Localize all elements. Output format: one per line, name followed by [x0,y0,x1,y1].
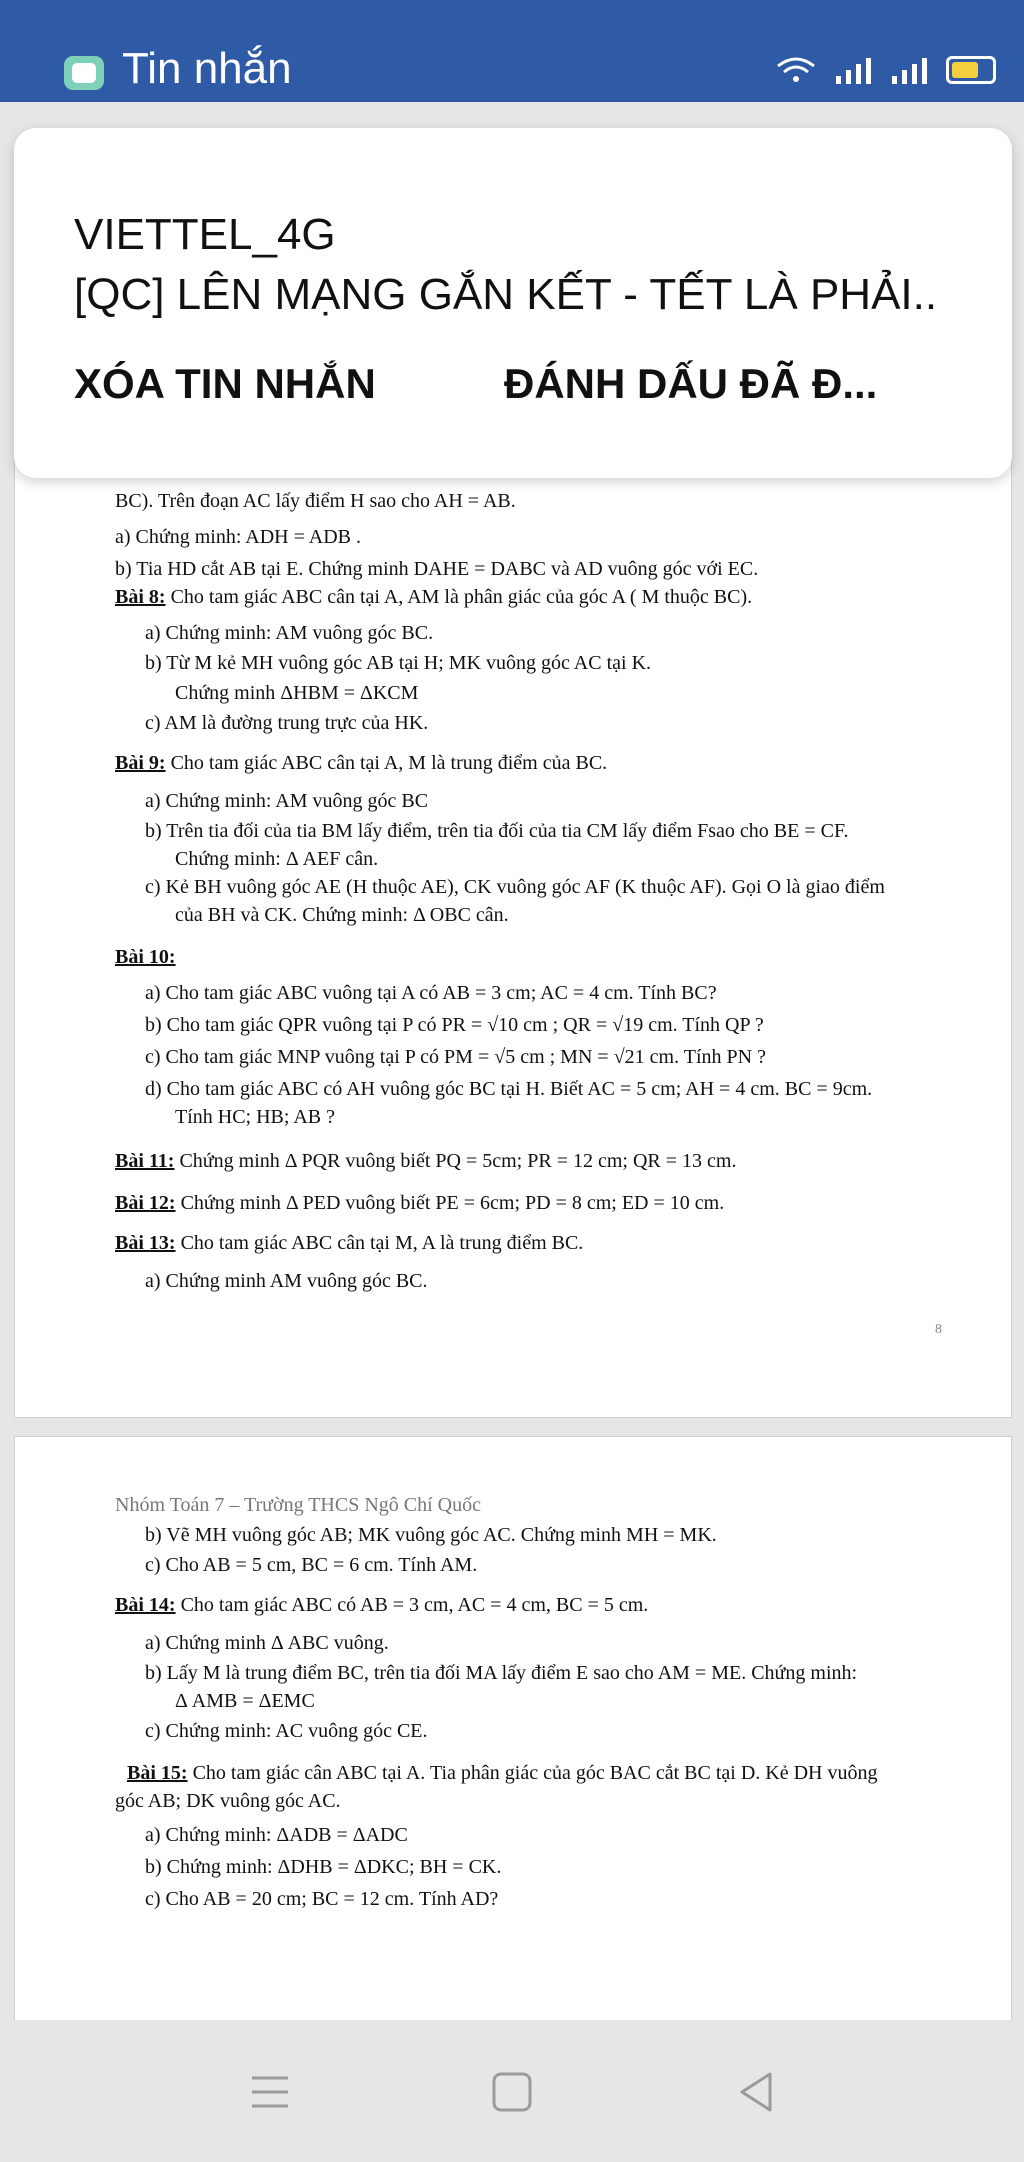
exercise-heading: Bài 9: [115,752,166,774]
document-line: góc AB; DK vuông góc AC. [115,1790,341,1812]
document-line: c) Kẻ BH vuông góc AE (H thuộc AE), CK vuông góc AF (K thuộc AF). Gọi O là giao điểm [145,876,885,898]
signal-icon [834,54,874,86]
wifi-icon [774,54,818,86]
exercise-heading: Bài 13: [115,1232,176,1254]
document-line: Chứng minh ΔHBM = ΔKCM [175,682,419,704]
document-line: b) Từ M kẻ MH vuông góc AB tại H; MK vuông góc AC tại K. [145,652,652,674]
document-line: a) Chứng minh: AM vuông góc BC. [145,622,434,644]
status-bar [0,0,1024,102]
document-line: a) Cho tam giác ABC vuông tại A có AB = 3 cm; AC = 4 cm. Tính BC? [145,982,717,1004]
document-line: b) Cho tam giác QPR vuông tại P có PR = √10 cm ; QR = √19 cm. Tính QP ? [145,1014,764,1036]
document-line: b) Tia HD cắt AB tại E. Chứng minh DAHE = DABC và AD vuông góc với EC. [115,558,759,580]
status-icons [774,52,996,88]
document-line: d) Cho tam giác ABC có AH vuông góc BC tại H. Biết AC = 5 cm; AH = 4 cm. BC = 9cm. [145,1078,873,1100]
document-line: BC). Trên đoạn AC lấy điểm H sao cho AH = AB. [115,490,516,512]
signal-icon [890,54,930,86]
document-line: Chứng minh Δ PQR vuông biết PQ = 5cm; PR = 12 cm; QR = 13 cm. [179,1150,737,1172]
document-line: Cho tam giác ABC cân tại M, A là trung điểm BC. [180,1232,584,1254]
exercise-heading: Bài 15: [127,1762,188,1784]
document-line: Cho tam giác ABC có AB = 3 cm, AC = 4 cm, BC = 5 cm. [180,1594,649,1616]
exercise-heading: Bài 8: [115,586,166,608]
app-title: Tin nhắn [122,44,292,93]
delete-message-button[interactable]: XÓA TIN NHẮN [74,360,376,407]
document-line: c) AM là đường trung trực của HK. [145,712,429,734]
document-line: a) Chứng minh AM vuông góc BC. [145,1270,428,1292]
battery-icon [946,56,996,84]
exercise-heading: Bài 10: [115,946,176,968]
document-line: b) Chứng minh: ΔDHB = ΔDKC; BH = CK. [145,1856,502,1878]
document-line: c) Cho tam giác MNP vuông tại P có PM = √5 cm ; MN = √21 cm. Tính PN ? [145,1046,766,1068]
messages-app-icon [64,56,104,90]
document-line: a) Chứng minh: AM vuông góc BC [145,790,429,812]
document-line: b) Lấy M là trung điểm BC, trên tia đối MA lấy điểm E sao cho AM = ME. Chứng minh: [145,1662,858,1684]
navigation-bar [0,2020,1024,2162]
exercise-heading: Bài 11: [115,1150,175,1172]
document-line: c) Cho AB = 5 cm, BC = 6 cm. Tính AM. [145,1554,478,1576]
notification-sender: VIETTEL_4G [74,210,336,259]
menu-icon[interactable] [246,2068,294,2116]
document-line: b) Trên tia đối của tia BM lấy điểm, trên tia đối của tia CM lấy điểm Fsao cho BE = CF. [145,820,849,842]
document-line: Δ AMB = ΔEMC [175,1690,315,1712]
document-line: Tính HC; HB; AB ? [175,1106,336,1128]
document-page-1 [14,380,1012,1418]
exercise-heading: Bài 12: [115,1192,176,1214]
exercise-heading: Bài 14: [115,1594,176,1616]
page-header: Nhóm Toán 7 – Trường THCS Ngô Chí Quốc [115,1494,481,1516]
document-line: a) Chứng minh Δ ABC vuông. [145,1632,389,1654]
document-page-2 [14,1436,1012,2022]
document-line: a) Chứng minh: ADH = ADB . [115,526,362,548]
document-line: Chứng minh Δ PED vuông biết PE = 6cm; PD = 8 cm; ED = 10 cm. [180,1192,725,1214]
document-line: a) Chứng minh: ΔADB = ΔADC [145,1824,408,1846]
document-line: c) Cho AB = 20 cm; BC = 12 cm. Tính AD? [145,1888,499,1910]
mark-as-read-button[interactable]: ĐÁNH DẤU ĐÃ Đ... [504,360,878,407]
document-line: c) Chứng minh: AC vuông góc CE. [145,1720,428,1742]
document-line: Chứng minh: Δ AEF cân. [175,848,379,870]
document-line: của BH và CK. Chứng minh: Δ OBC cân. [175,904,509,926]
document-line: b) Vẽ MH vuông góc AB; MK vuông góc AC. Chứng minh MH = MK. [145,1524,717,1546]
document-line: Cho tam giác cân ABC tại A. Tia phân giác của góc BAC cắt BC tại D. Kẻ DH vuông [192,1762,878,1784]
back-icon[interactable] [732,2068,780,2116]
notification-card[interactable] [14,128,1012,478]
notification-message: [QC] LÊN MẠNG GẮN KẾT - TẾT LÀ PHẢI.. [74,270,938,319]
document-line: Cho tam giác ABC cân tại A, M là trung điểm của BC. [170,752,608,774]
document-line: Cho tam giác ABC cân tại A, AM là phân giác của góc A ( M thuộc BC). [170,586,753,608]
page-number: 8 [935,1322,942,1337]
home-icon[interactable] [488,2068,536,2116]
